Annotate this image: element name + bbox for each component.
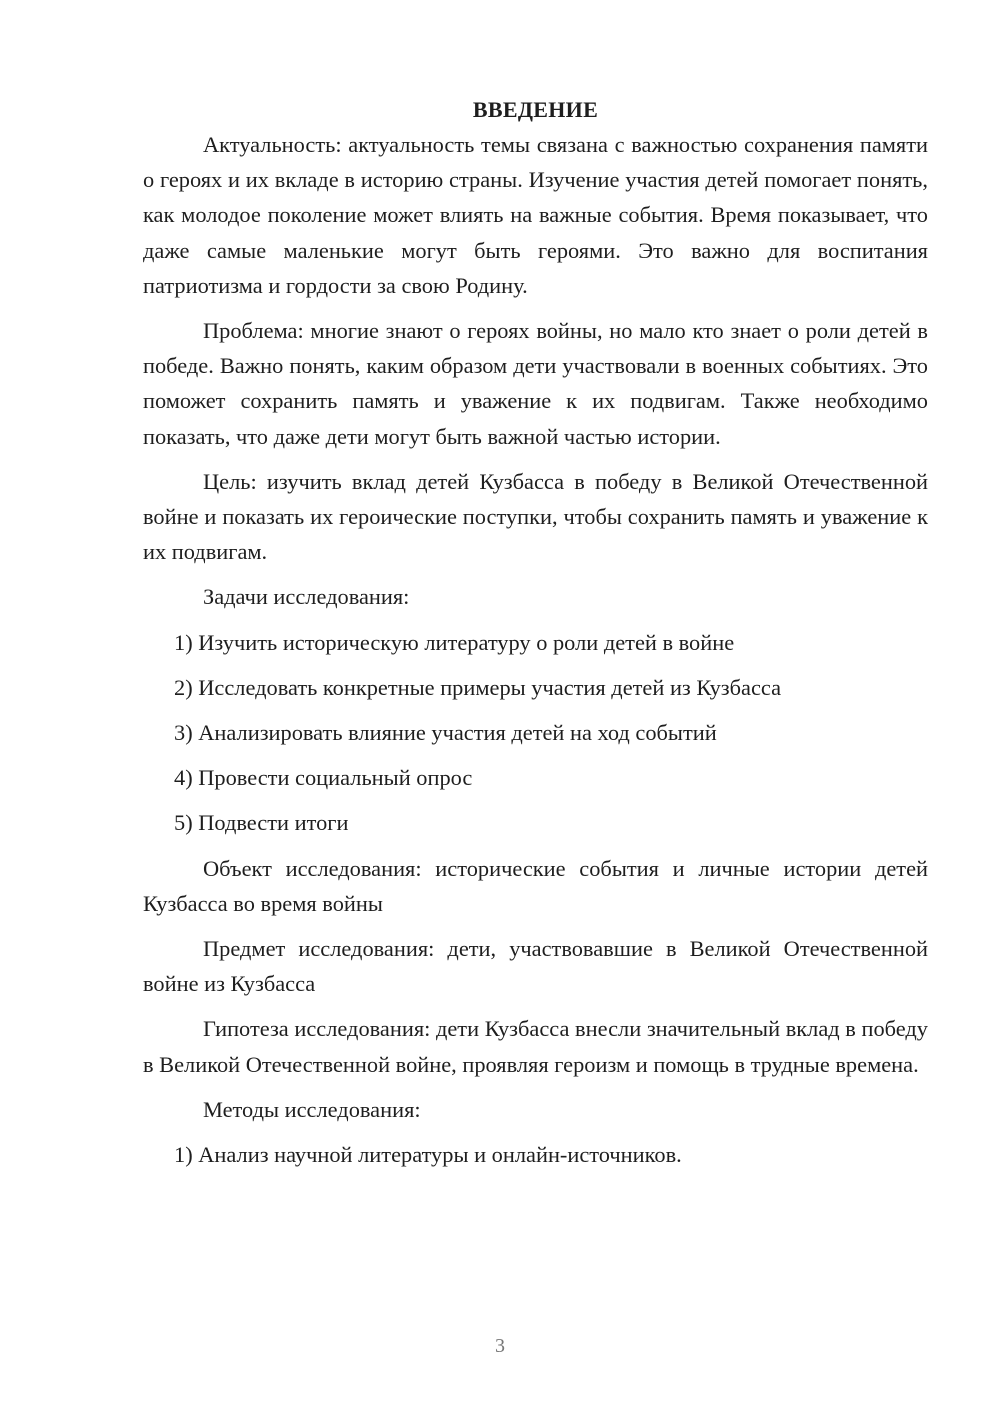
object-paragraph: Объект исследования: исторические события и личные истории детей Кузбасса во время войны [143, 855, 928, 916]
relevance-paragraph: Актуальность: актуальность темы связана с важностью сохранения памяти о героях и их вкладе в историю страны. Изучение участия детей помогает понять, как молодое поколение может влиять на важные события. Время показывает, что даже самые маленькие могут быть героями. Это важно для воспитания патриотизма и гордости за свою Родину. [143, 132, 928, 298]
task-item-2: 2) Исследовать конкретные примеры участия детей из Кузбасса [174, 674, 782, 700]
task-item-4: 4) Провести социальный опрос [174, 765, 473, 791]
task-item-1: 1) Изучить историческую литературу о роли детей в войне [174, 629, 735, 655]
tasks-heading: Задачи исследования: [203, 584, 410, 610]
subject-paragraph: Предмет исследования: дети, участвовавшие в Великой Отечественной войне из Кузбасса [143, 936, 928, 997]
problem-paragraph: Проблема: многие знают о героях войны, но мало кто знает о роли детей в победе. Важно понять, каким образом дети участвовали в военных событиях. Это поможет сохранить память и уважение к их подвигам. Также необходимо показать, что даже дети могут быть важной частью истории. [143, 318, 928, 449]
method-item-1: 1) Анализ научной литературы и онлайн-источников. [174, 1142, 682, 1168]
task-item-5: 5) Подвести итоги [174, 810, 349, 836]
document-page [143, 92, 928, 1182]
methods-heading: Методы исследования: [203, 1096, 421, 1122]
page-number: 3 [495, 1335, 505, 1357]
hypothesis-paragraph: Гипотеза исследования: дети Кузбасса внесли значительный вклад в победу в Великой Отечественной войне, проявляя героизм и помощь в трудные времена. [143, 1016, 928, 1077]
goal-paragraph: Цель: изучить вклад детей Кузбасса в победу в Великой Отечественной войне и показать их героические поступки, чтобы сохранить память и уважение к их подвигам. [143, 468, 928, 565]
task-item-3: 3) Анализировать влияние участия детей на ход событий [174, 720, 717, 746]
section-title: ВВЕДЕНИЕ [472, 97, 599, 122]
